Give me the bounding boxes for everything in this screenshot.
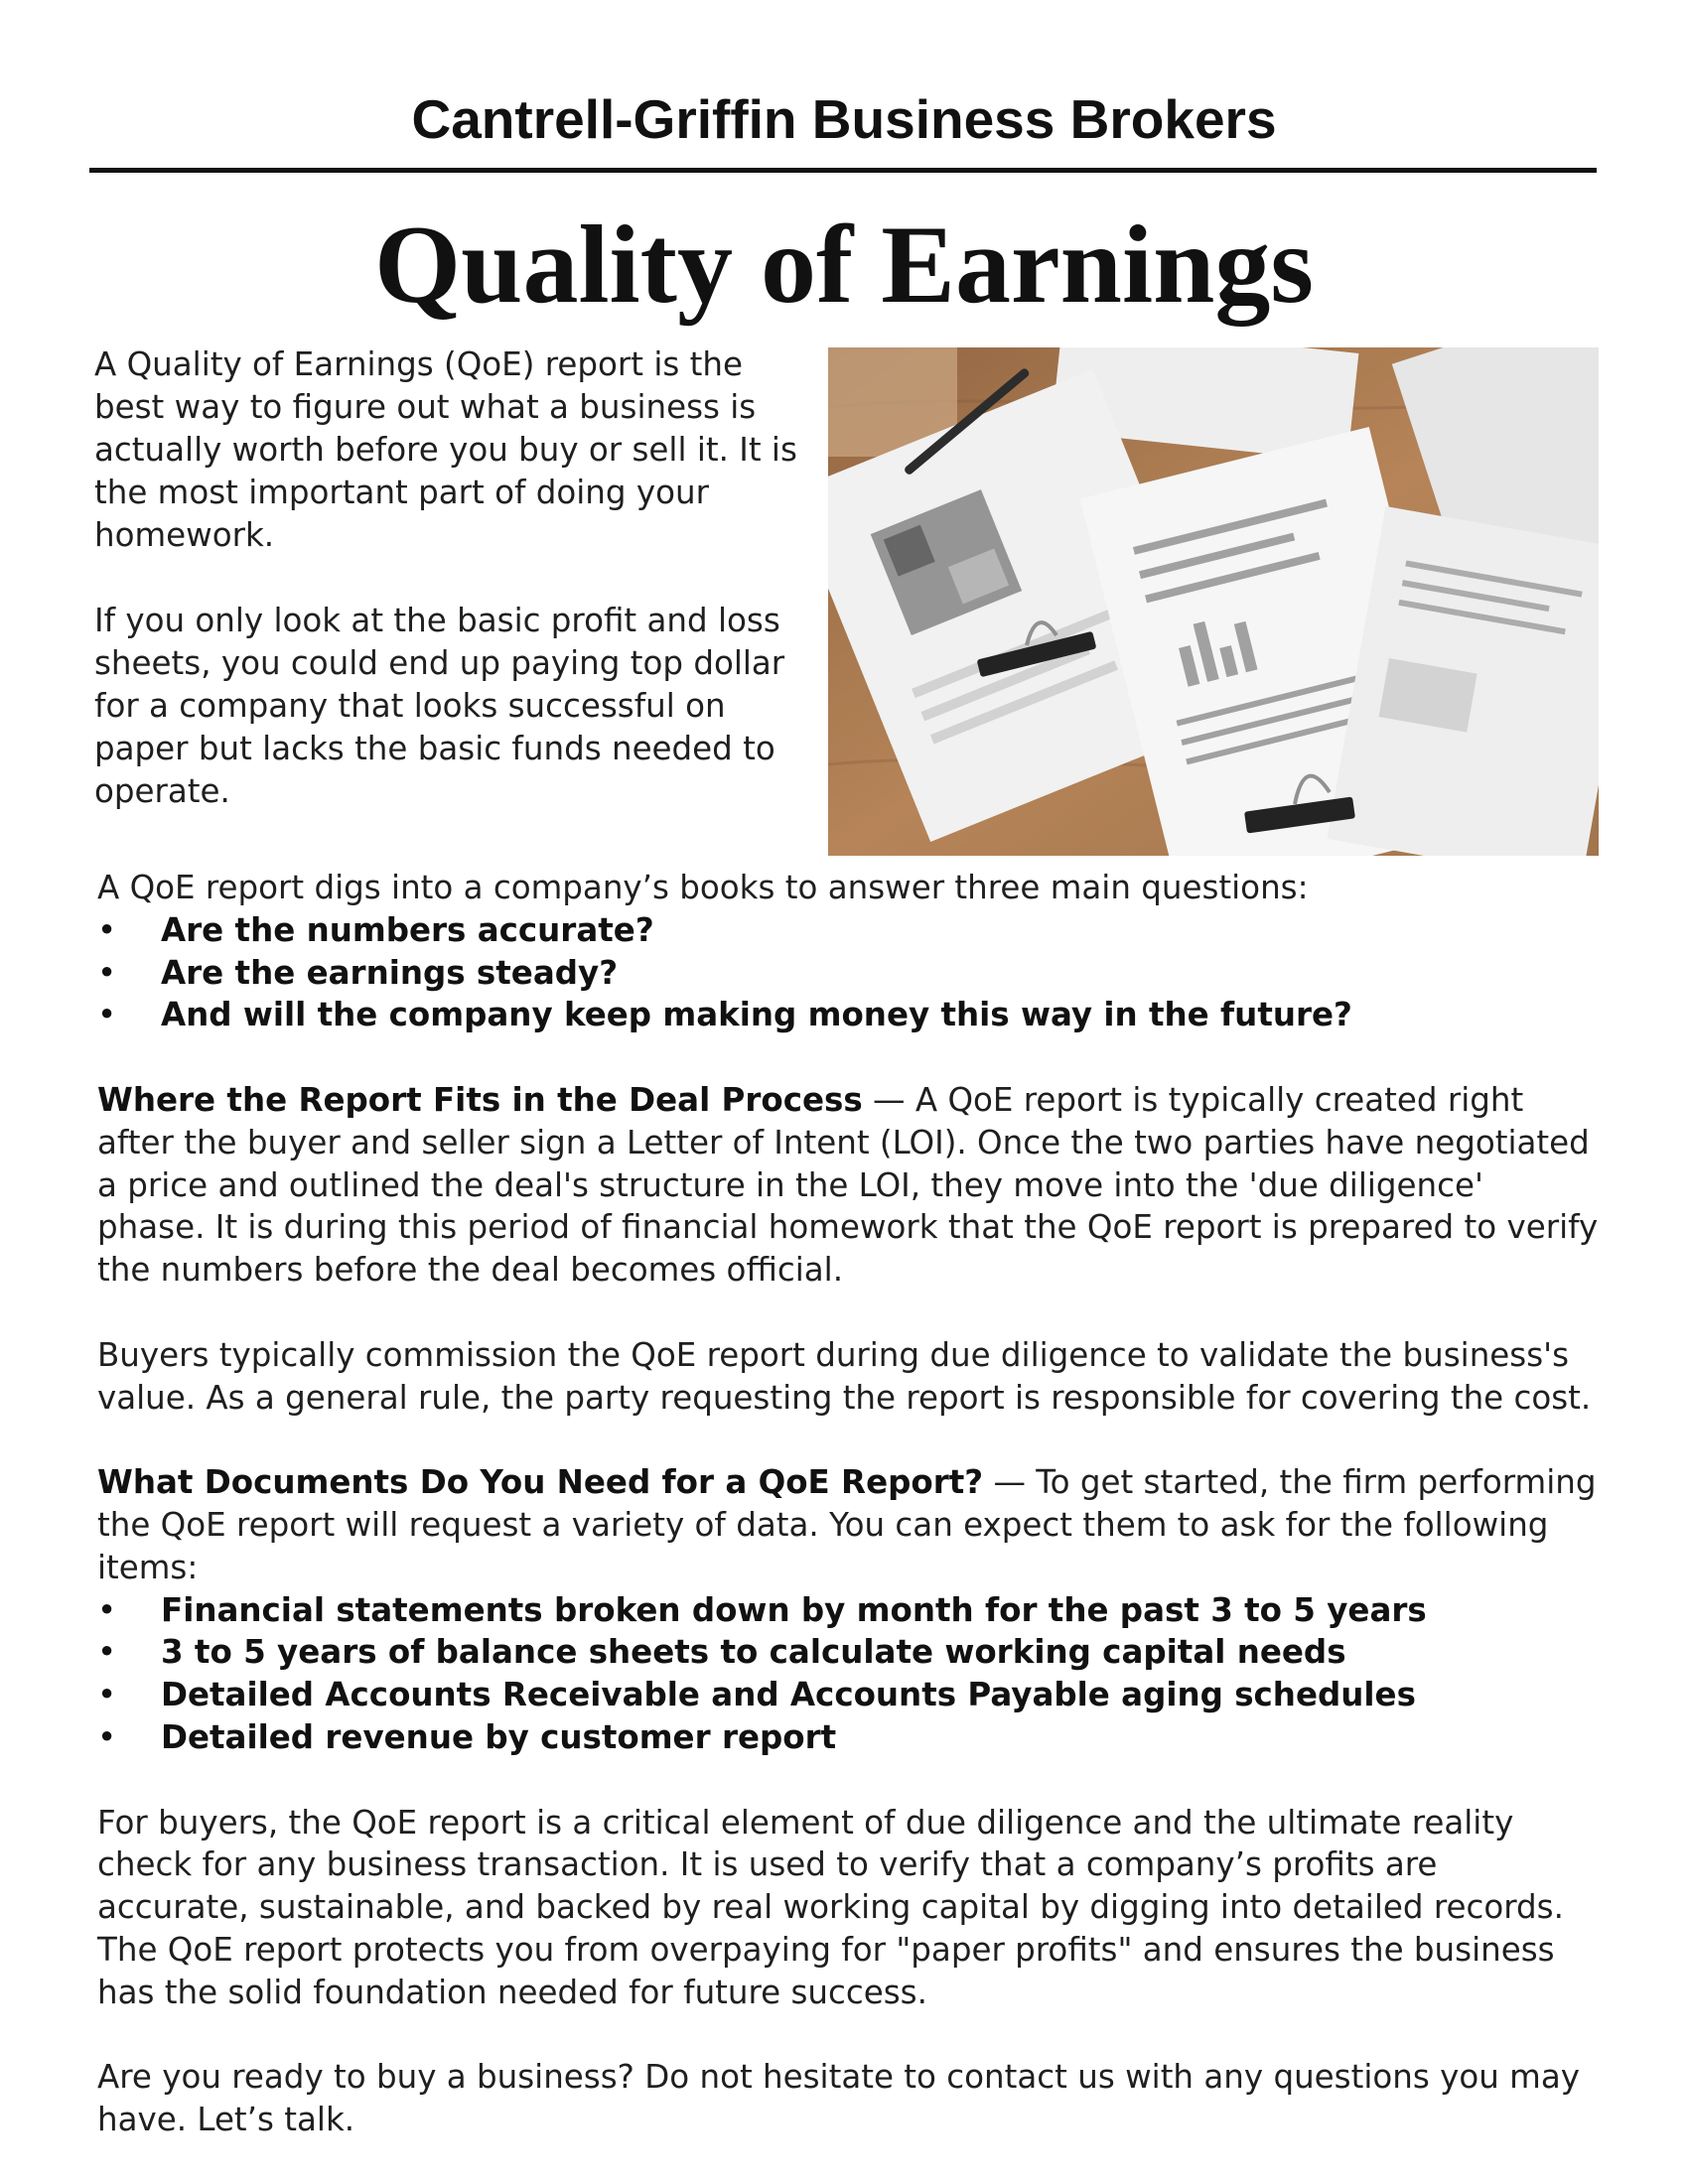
bullet-icon: • (97, 1590, 117, 1629)
list-item: • Detailed Accounts Receivable and Accounts Payable aging schedules (97, 1674, 1599, 1716)
questions-lead: A QoE report digs into a company’s books to answer three main questions: (97, 869, 1309, 906)
list-item: • Financial statements broken down by month for the past 3 to 5 years (97, 1589, 1599, 1632)
list-item: • And will the company keep making money this way in the future? (97, 994, 1599, 1036)
main-content (97, 867, 1599, 2184)
closing-paragraph: Are you ready to buy a business? Do not hesitate to contact us with any questions you may have. Let’s talk. (97, 2058, 1580, 2139)
bullet-icon: • (97, 953, 117, 992)
questions-list (97, 909, 1599, 1036)
list-item: • Are the numbers accurate? (97, 909, 1599, 952)
bullet-icon: • (97, 910, 117, 949)
summary-paragraph: For buyers, the QoE report is a critical element of due diligence and the ultimate reality check for any business transaction. It is used to verify that a company’s profits are accurate, sustainable, and backed by real working capital by digging into detailed records. The QoE report protects you from overpaying for "paper profits" and ensures the business has the solid foundation needed for future success. (97, 1803, 1564, 2011)
financial-documents-photo (828, 347, 1599, 856)
documents-text: — To get started, the firm performing the QoE report will request a variety of data. You can expect them to ask for the following items: (97, 1463, 1597, 1586)
documents-list (97, 1589, 1599, 1759)
list-item: • Detailed revenue by customer report (97, 1716, 1599, 1759)
bullet-icon: • (97, 1676, 117, 1714)
bullet-icon: • (97, 1633, 117, 1672)
deal-process-paragraph (97, 1079, 1599, 1292)
intro-paragraph-2: If you only look at the basic profit and loss sheets, you could end up paying top dollar for a company that looks successful on paper but lacks the basic funds needed to operate. (94, 602, 785, 810)
buyers-paragraph: Buyers typically commission the QoE report during due diligence to validate the business's value. As a general rule, the party requesting the report is responsible for covering the cost. (97, 1335, 1592, 1417)
bullet-icon: • (97, 1717, 117, 1756)
documents-heading: What Documents Do You Need for a QoE Report? (97, 1463, 984, 1502)
deal-process-heading: Where the Report Fits in the Deal Process (97, 1080, 863, 1119)
list-item: • Are the earnings steady? (97, 952, 1599, 995)
documents-paragraph (97, 1461, 1599, 1588)
deal-process-text: — A QoE report is typically created right after the buyer and seller sign a Letter of Intent (LOI). Once the two parties have negotiated a price and outlined the deal's structure in the LOI, they move into the 'due diligence' phase. It is during this period of financial homework that the QoE report is prepared to verify the numbers before the deal becomes official. (97, 1080, 1599, 1290)
intro-section (94, 343, 819, 856)
company-name: Cantrell-Griffin Business Brokers (411, 88, 1277, 150)
intro-paragraph-1: A Quality of Earnings (QoE) report is the best way to figure out what a business is actually worth before you buy or sell it. It is the most important part of doing your homework. (94, 345, 797, 554)
page-title: Quality of Earnings (374, 204, 1314, 327)
header-divider (89, 168, 1597, 173)
bullet-icon: • (97, 996, 117, 1034)
list-item: • 3 to 5 years of balance sheets to calculate working capital needs (97, 1631, 1599, 1674)
